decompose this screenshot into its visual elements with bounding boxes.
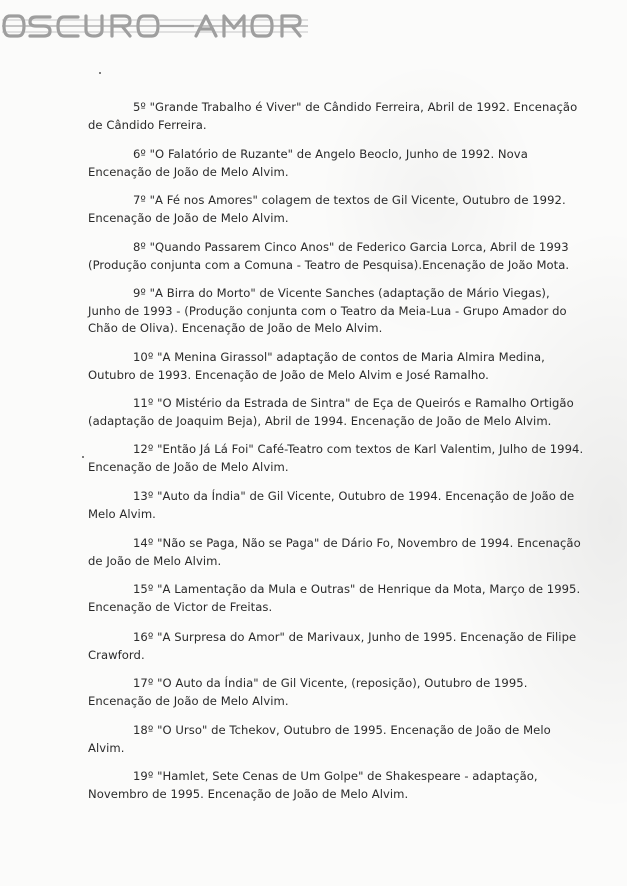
production-entry-18: 18º "O Urso" de Tchekov, Outubro de 1995. Encenação de João de Melo Alvim. (88, 723, 551, 755)
production-entry-9: 9º "A Birra do Morto" de Vicente Sanches (adaptação de Mário Viegas), Junho de 1993 - (Produção conjunta com o Teatro da Meia-Lua - Grupo Amador do Chão de Oliva). Encenação de João de Melo Alvim. (88, 286, 567, 335)
svg-text:OSCURO AMOR: OSCURO AMOR (2, 6, 10, 7)
production-entry-11: 11º "O Mistério da Estrada de Sintra" de Eça de Queirós e Ramalho Ortigão (adaptação de Joaquim Beja), Abril de 1994. Encenação de João de Melo Alvim. (88, 396, 574, 428)
production-entry-10: 10º "A Menina Girassol" adaptação de contos de Maria Almira Medina, Outubro de 1993. Encenação de João de Melo Alvim e José Ramalho. (88, 350, 545, 382)
scan-speck (82, 456, 84, 458)
production-entry-6: 6º "O Falatório de Ruzante" de Angelo Beoclo, Junho de 1992. Nova Encenação de João de Melo Alvim. (88, 147, 528, 179)
production-entry-12: 12º "Então Já Lá Foi" Café-Teatro com textos de Karl Valentim, Julho de 1994. Encenação de João de Melo Alvim. (88, 442, 584, 474)
scan-speck (99, 72, 101, 74)
production-entry-7: 7º "A Fé nos Amores" colagem de textos de Gil Vicente, Outubro de 1992. Encenação de João de Melo Alvim. (88, 193, 566, 225)
production-entry-8: 8º "Quando Passarem Cinco Anos" de Federico Garcia Lorca, Abril de 1993 (Produção conjunta com a Comuna - Teatro de Pesquisa).Encenação de João Mota. (88, 240, 570, 272)
production-entry-19: 19º "Hamlet, Sete Cenas de Um Golpe" de Shakespeare - adaptação, Novembro de 1995. Encenação de João de Melo Alvim. (88, 769, 538, 801)
production-entry-17: 17º "O Auto da Índia" de Gil Vicente, (reposição), Outubro de 1995. Encenação de João de Melo Alvim. (88, 676, 528, 708)
production-entry-13: 13º "Auto da Índia" de Gil Vicente, Outubro de 1994. Encenação de João de Melo Alvim. (88, 489, 575, 521)
production-entry-15: 15º "A Lamentação da Mula e Outras" de Henrique da Mota, Março de 1995. Encenação de Victor de Freitas. (88, 582, 581, 614)
production-entry-14: 14º "Não se Paga, Não se Paga" de Dário Fo, Novembro de 1994. Encenação de João de Melo Alvim. (88, 536, 581, 568)
production-entry-16: 16º "A Surpresa do Amor" de Marivaux, Junho de 1995. Encenação de Filipe Crawford. (88, 630, 577, 662)
oscuro-amor-logo (2, 6, 308, 46)
production-entry-5: 5º "Grande Trabalho é Viver" de Cândido Ferreira, Abril de 1992. Encenação de Cândido Ferreira. (88, 100, 578, 132)
